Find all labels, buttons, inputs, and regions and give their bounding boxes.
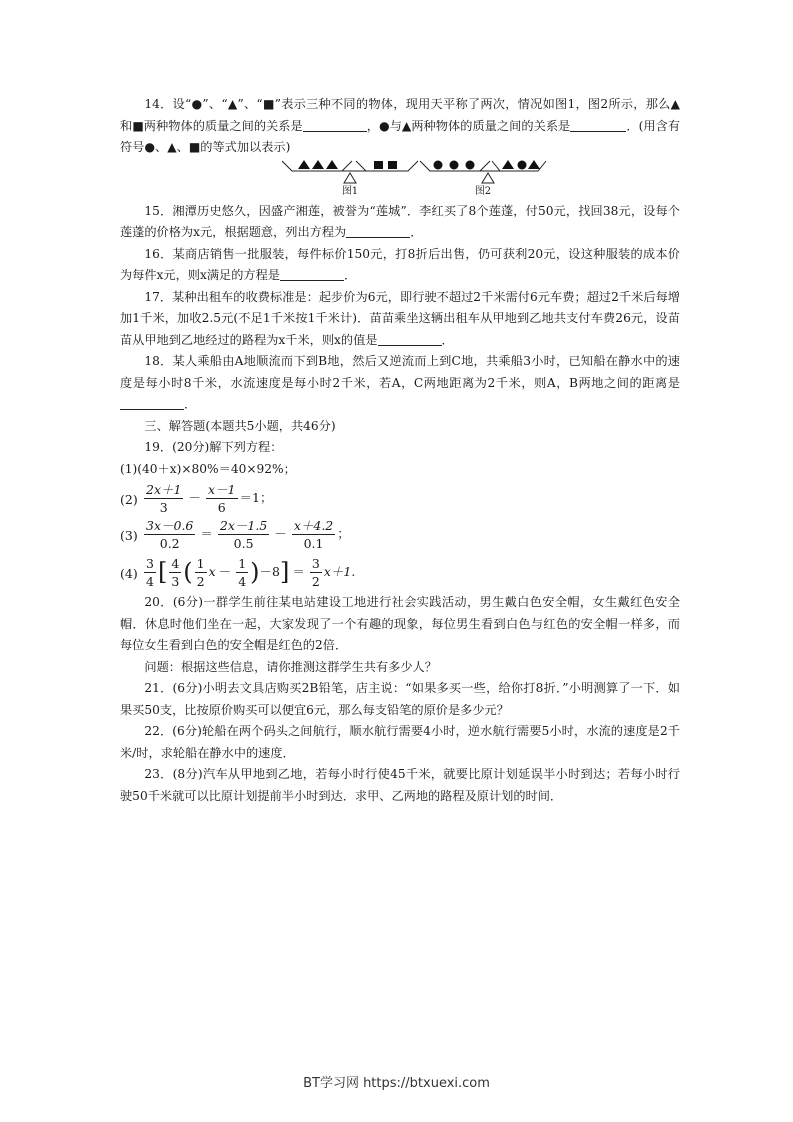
answer-blank [120,396,184,410]
fraction: $\frac{3}{2}$ [311,555,320,589]
fraction: $\frac{2x+1}{3}$ [146,481,182,515]
fraction: $\frac{3x-0.6}{0.2}$ [146,517,194,551]
site-footer: BT学习网 https://btxuexi.com [303,1076,490,1091]
balance-figure-1 [280,159,420,197]
question-20-prompt: 问题：根据这些信息，请你推测这群学生共有多少人？ [144,659,437,674]
fraction: $\frac{2x-1.5}{0.5}$ [219,517,268,551]
answer-blank [378,332,442,346]
fraction: $\frac{x-1}{6}$ [207,481,236,515]
answer-blank [346,224,410,238]
question-14: 14．设“●”、“▲”、“■”表示三种不同的物体，现用天平称了两次，情况如图1，图2所示，那么▲和■两种物体的质量之间的关系是 ，●与▲两种物体的质量之间的关系是 ．(用含有符号●、▲、■的等式加以表示) [120,97,681,154]
question-21: 21．(6分)小明去文具店购买2B铅笔，店主说：“如果多买一些，给你打8折．”小明测算了一下．如果买50支，比按原价购买可以便宜6元，那么每支铅笔的原价是多少元？ [120,681,680,717]
equation-2: (2) $\frac{2x+1}{3}$ － $\frac{x-1}{6}$ ＝1； [120,481,273,515]
figure-2-caption: 图2 [474,185,492,197]
answer-blank [280,267,344,281]
question-20: 20．(6分)一群学生前往某电站建设工地进行社会实践活动，男生戴白色安全帽，女生戴红色安全帽．休息时他们坐在一起，大家发现了一个有趣的现象，每位男生看到白色与红色的安全帽一样多，而每位女生看到白色的安全帽是红色的2倍． [120,595,680,652]
equation-1: (1)(40＋x)×80%＝40×92%； [120,461,296,476]
question-17: 17．某种出租车的收费标准是：起步价为6元，即行驶不超过2千米需付6元车费；超过2千米后每增加1千米，加收2.5元(不足1千米按1千米计)．苗苗乘坐这辆出租车从甲地到乙地共支付车费26元，设苗苗从甲地到乙地经过的路程为x千米，则x的值是 ． [120,289,680,347]
question-16: 16．某商店销售一批服装，每件标价150元，打8折后出售，仍可获利20元，设这种服装的成本价为每件x元，则x满足的方程是 ． [120,246,680,282]
answer-blank [570,118,626,132]
question-23: 23．(8分)汽车从甲地到乙地，若每小时行使45千米，就要比原计划延误半小时到达；若每小时行驶50千米就可以比原计划提前半小时到达．求甲、乙两地的路程及原计划的时间． [120,767,680,803]
fraction: $\frac{3}{4}$ [146,555,154,589]
equation-4: (4) $\frac{3}{4}$ [ $\frac{4}{3}$ ( $\frac{1}{2}$ x － $\frac{1}{4}$ ) －8 ] ＝ $\frac{3}{2}$ x＋1. [120,555,356,589]
question-15: 15．湘潭历史悠久，因盛产湘莲，被誉为“莲城”．李红买了8个莲蓬，付50元，找回38元，设每个莲蓬的价格为x元，根据题意，列出方程为 ． [120,203,680,239]
question-19-heading: 19．(20分)解下列方程： [144,440,283,454]
fraction: $\frac{1}{4}$ [238,555,247,589]
figure-1-caption: 图1 [341,185,359,197]
answer-blank [303,118,367,132]
fraction: $\frac{1}{2}$ [196,555,205,589]
section-heading: 三、解答题(本题共5小题，共46分) [144,418,336,433]
fraction: $\frac{x+4.2}{0.1}$ [293,517,334,551]
question-18: 18．某人乘船由A地顺流而下到B地，然后又逆流而上到C地，共乘船3小时，已知船在静水中的速度是每小时8千米，水流速度是每小时2千米，若A，C两地距离为2千米，则A，B两地之间的距离是． [120,354,680,411]
worksheet-body [120,94,680,807]
balance-figures [120,159,680,199]
question-22: 22．(6分)轮船在两个码头之间航行，顺水航行需要4小时，逆水航行需要5小时，水流的速度是2千米/时，求轮船在静水中的速度． [120,724,680,760]
fraction: $\frac{4}{3}$ [171,555,180,589]
balance-figure-2 [418,159,548,197]
equation-3: (3) $\frac{3x-0.6}{0.2}$ ＝ $\frac{2x-1.5}{0.5}$ － $\frac{x+4.2}{0.1}$ ； [120,517,350,551]
